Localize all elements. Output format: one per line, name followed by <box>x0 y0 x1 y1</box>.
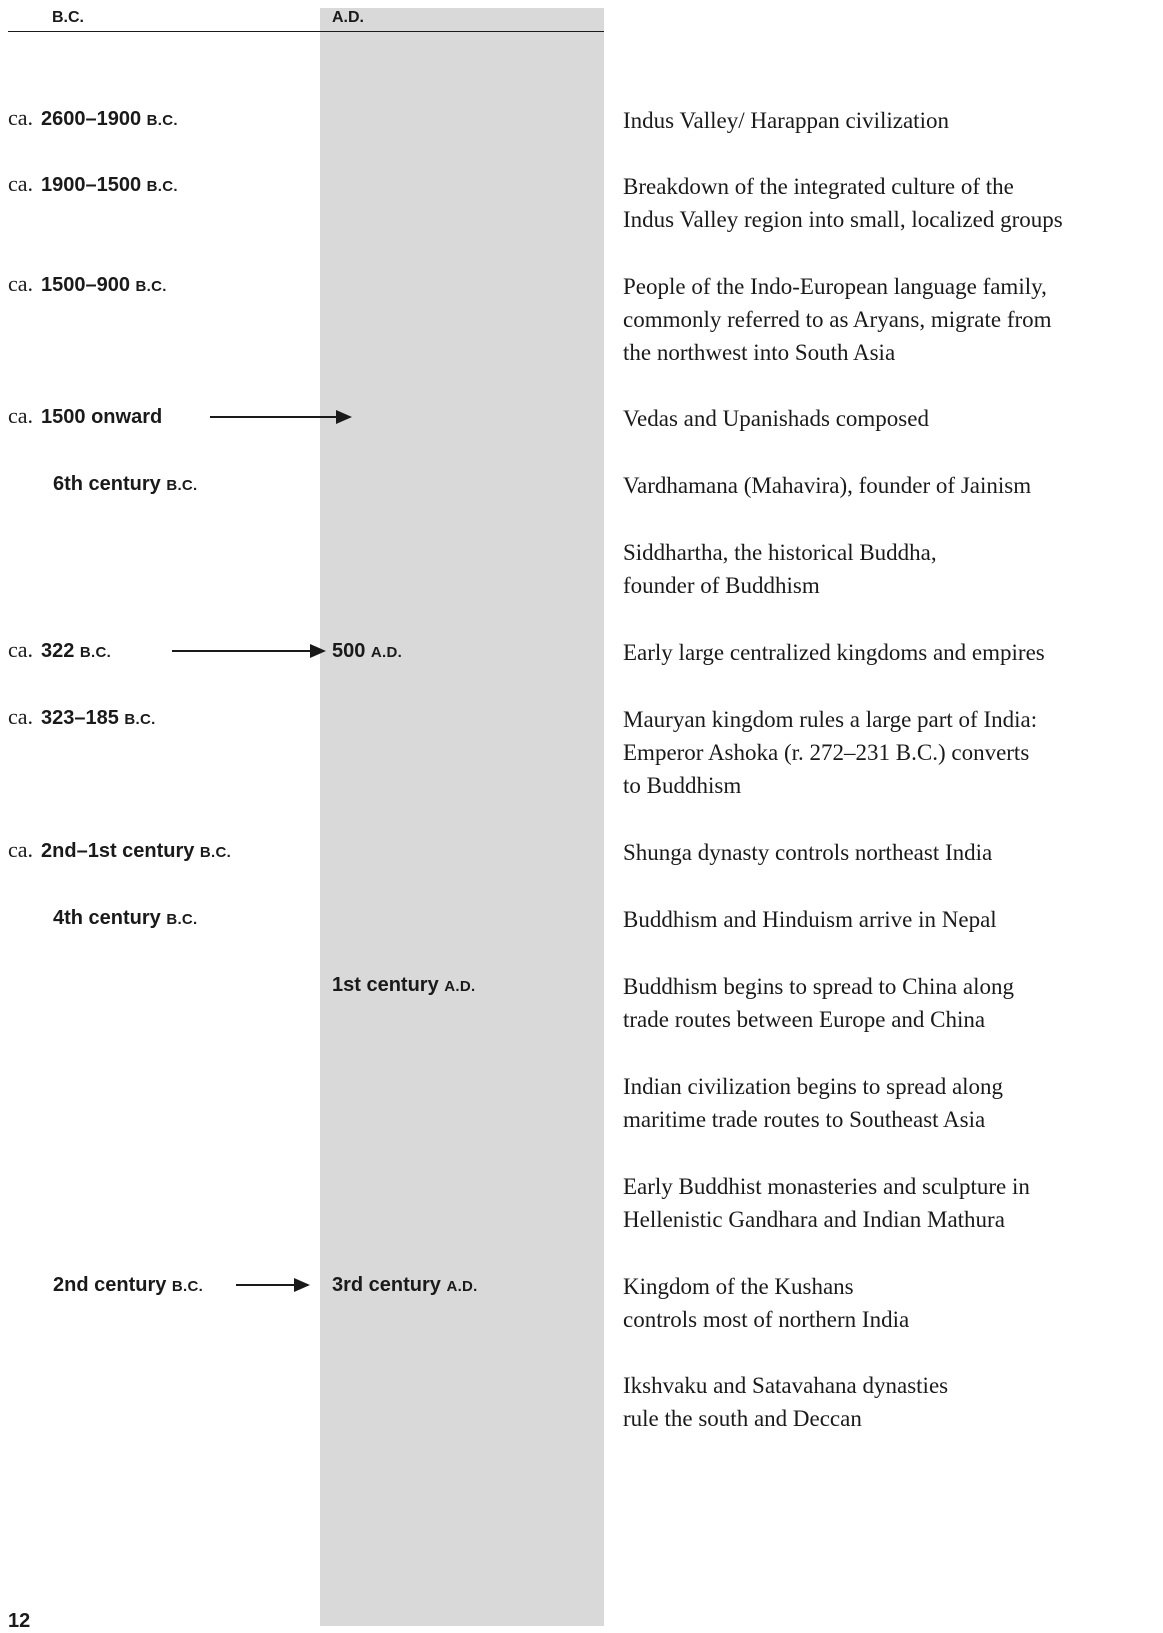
event-text: Ikshvaku and Satavahana dynasties rule the south and Deccan <box>623 1373 949 1431</box>
bc-date: 1900–1500 <box>41 174 142 196</box>
ad-date: 500 <box>332 640 366 662</box>
ad-column-band <box>320 8 604 1626</box>
bc-date-cell <box>8 903 198 934</box>
circa-label: ca. <box>8 271 34 296</box>
event-text: Breakdown of the integrated culture of the Indus Valley region into small, localized groups <box>623 174 1063 232</box>
bc-column-header: B.C. <box>52 9 84 26</box>
era-label: B.C. <box>199 844 232 861</box>
circa-label: ca. <box>8 637 34 662</box>
circa-label: ca. <box>8 837 34 862</box>
event-text: Shunga dynasty controls northeast India <box>623 840 993 865</box>
page-number: 12 <box>8 1610 31 1632</box>
bc-date-cell <box>8 1270 203 1301</box>
event-text: Indus Valley/ Harappan civilization <box>623 108 949 133</box>
event-text: People of the Indo-European language family, commonly referred to as Aryans, migrate from the northwest into South Asia <box>623 274 1052 365</box>
event-text: Siddhartha, the historical Buddha, founder of Buddhism <box>623 540 937 598</box>
bc-date-cell <box>8 104 178 135</box>
bc-date: 2nd century <box>53 1274 167 1296</box>
event-text: Buddhism and Hinduism arrive in Nepal <box>623 907 997 932</box>
era-label: B.C. <box>166 911 198 928</box>
circa-label: ca. <box>8 105 34 130</box>
event-text: Vardhamana (Mahavira), founder of Jainism <box>623 473 1032 498</box>
bc-date: 322 <box>41 640 75 662</box>
ad-date: 3rd century <box>332 1274 441 1296</box>
era-label: B.C. <box>146 112 178 129</box>
arrow-icon <box>172 650 324 652</box>
bc-date: 4th century <box>53 907 161 929</box>
event-text: Mauryan kingdom rules a large part of India: Emperor Ashoka (r. 272–231 B.C.) converts to Buddhism <box>623 707 1038 798</box>
bc-date: 323–185 <box>41 707 119 729</box>
era-label: B.C. <box>146 178 178 195</box>
era-label: B.C. <box>79 644 112 661</box>
bc-date-cell <box>8 636 111 667</box>
bc-date-cell <box>8 703 156 734</box>
bc-date-cell <box>8 836 231 867</box>
bc-date: 6th century <box>53 473 161 495</box>
circa-label: ca. <box>8 403 34 428</box>
era-label: A.D. <box>446 1278 478 1295</box>
header-rule <box>8 31 604 32</box>
arrow-icon <box>236 1284 308 1286</box>
ad-date-cell <box>332 1270 478 1301</box>
bc-date: 1500–900 <box>41 274 131 296</box>
bc-date-cell <box>8 469 198 500</box>
ad-date-cell <box>332 636 402 667</box>
event-text: Early Buddhist monasteries and sculpture in Hellenistic Gandhara and Indian Mathura <box>623 1174 1030 1232</box>
era-label: B.C. <box>166 477 198 494</box>
bc-date: 1500 onward <box>41 406 163 428</box>
era-label: A.D. <box>444 978 476 995</box>
ad-date-cell <box>332 970 475 1001</box>
era-label: B.C. <box>171 1278 204 1295</box>
event-text: Vedas and Upanishads composed <box>623 406 929 431</box>
event-text: Early large centralized kingdoms and empires <box>623 640 1045 665</box>
bc-date-cell <box>8 270 167 301</box>
bc-date-cell <box>8 170 178 201</box>
bc-date-cell <box>8 402 162 431</box>
bc-date: 2600–1900 <box>41 108 142 130</box>
event-text: Kingdom of the Kushans controls most of northern India <box>623 1274 910 1332</box>
circa-label: ca. <box>8 171 34 196</box>
ad-date: 1st century <box>332 974 439 996</box>
era-label: A.D. <box>370 644 403 661</box>
circa-label: ca. <box>8 704 34 729</box>
event-text: Buddhism begins to spread to China along trade routes between Europe and China <box>623 974 1014 1032</box>
bc-date: 2nd–1st century <box>41 840 195 862</box>
event-text: Indian civilization begins to spread along maritime trade routes to Southeast Asia <box>623 1074 1004 1132</box>
era-label: B.C. <box>124 711 156 728</box>
era-label: B.C. <box>135 278 167 295</box>
ad-column-header: A.D. <box>332 9 364 26</box>
arrow-icon <box>210 416 350 418</box>
